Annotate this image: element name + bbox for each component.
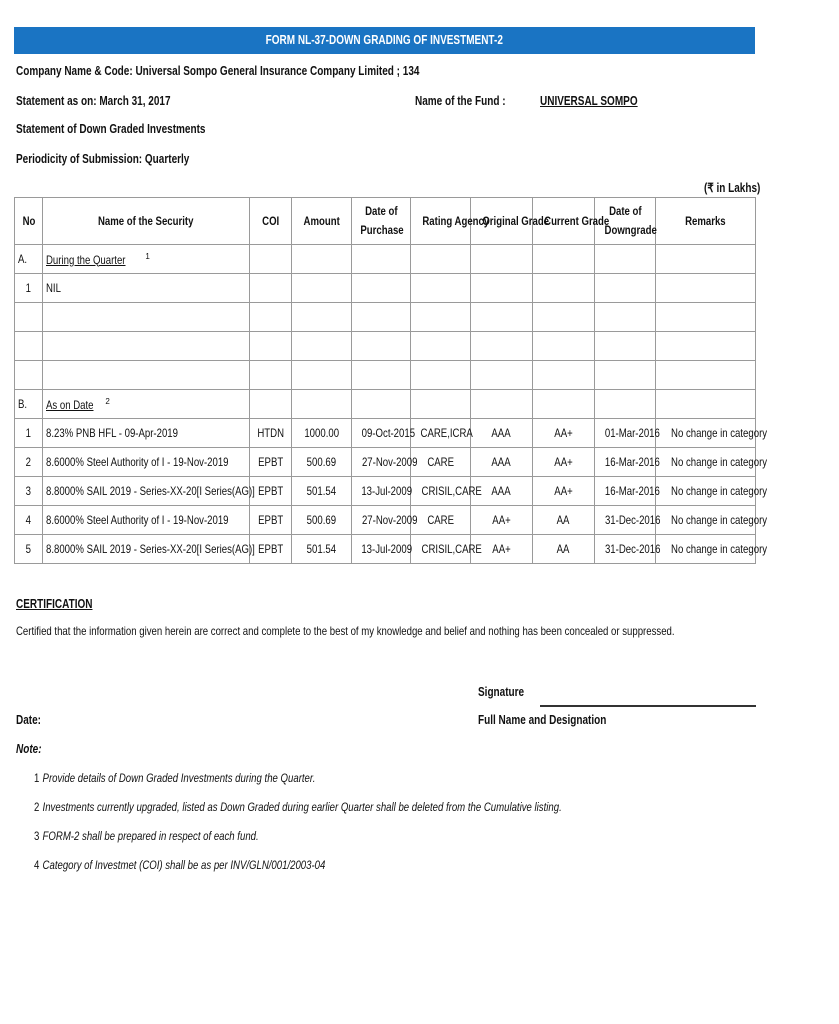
note-item: 3 FORM-2 shall be prepared in respect of each fund. <box>34 829 259 843</box>
col-remarks: Remarks <box>656 198 756 245</box>
section-b-label: As on Date <box>46 397 94 412</box>
table-row: 2 8.6000% Steel Authority of I - 19-Nov-2019 EPBT 500.69 27-Nov-2009 CARE AAA AA+ 16-Mar-2016 No change in category <box>15 448 756 477</box>
certification-heading: CERTIFICATION <box>16 597 93 611</box>
form-title: FORM NL-37-DOWN GRADING OF INVESTMENT-2 <box>265 33 504 47</box>
unit-label: (₹ in Lakhs) <box>704 181 761 195</box>
full-name-label: Full Name and Designation <box>478 713 607 727</box>
col-rating-agency: Rating Agency <box>411 198 471 245</box>
col-current-grade: Current Grade <box>533 198 595 245</box>
table-row: 4 8.6000% Steel Authority of I - 19-Nov-2019 EPBT 500.69 27-Nov-2009 CARE AA+ AA 31-Dec-2016 No change in category <box>15 506 756 535</box>
empty-row <box>15 303 756 332</box>
downgraded-investments-table <box>14 197 768 564</box>
col-security: Name of the Security <box>43 198 250 245</box>
certification-text: Certified that the information given herein are correct and complete to the best of my knowledge and belief and nothing has been concealed or suppressed. <box>16 624 675 638</box>
note-item: 1 Provide details of Down Graded Investments during the Quarter. <box>34 771 316 785</box>
empty-row <box>15 361 756 390</box>
form-title-banner <box>14 27 755 54</box>
signature-label: Signature <box>478 685 525 699</box>
col-no: No <box>15 198 43 245</box>
col-coi: COI <box>250 198 292 245</box>
company-line: Company Name & Code: Universal Sompo General Insurance Company Limited ; 134 <box>16 64 420 78</box>
table-row: 1 NIL <box>15 274 756 303</box>
statement-date: Statement as on: March 31, 2017 <box>16 94 171 108</box>
section-b-row: B. As on Date $^2$ <box>15 390 756 419</box>
col-original-grade: Original Grade <box>471 198 533 245</box>
periodicity: Periodicity of Submission: Quarterly <box>16 152 190 166</box>
col-amount: Amount <box>292 198 352 245</box>
note-item: 4 Category of Investmet (COI) shall be as per INV/GLN/001/2003-04 <box>34 858 326 872</box>
section-a-row: A. During the Quarter $^1$ <box>15 245 756 274</box>
fund-label: Name of the Fund : <box>415 94 506 108</box>
col-date-purchase: Date of Purchase <box>352 198 411 245</box>
col-date-downgrade: Date of Downgrade <box>595 198 656 245</box>
table-row: 1 8.23% PNB HFL - 09-Apr-2019 HTDN 1000.00 09-Oct-2015 CARE,ICRA AAA AA+ 01-Mar-2016 No change in category <box>15 419 756 448</box>
note-heading: Note: <box>16 742 42 756</box>
note-item: 2 Investments currently upgraded, listed as Down Graded during earlier Quarter shall be deleted from the Cumulative listing. <box>34 800 562 814</box>
table-row: 5 8.8000% SAIL 2019 - Series-XX-20[I Series(AG)] EPBT 501.54 13-Jul-2009 CRISIL,CARE AA+ AA 31-Dec-2016 No change in category <box>15 535 756 564</box>
table-row: 3 8.8000% SAIL 2019 - Series-XX-20[I Series(AG)] EPBT 501.54 13-Jul-2009 CRISIL,CARE AAA AA+ 16-Mar-2016 No change in category <box>15 477 756 506</box>
signature-line <box>540 705 756 707</box>
date-label: Date: <box>16 713 42 727</box>
statement-of: Statement of Down Graded Investments <box>16 122 206 136</box>
table-header-row <box>15 198 756 245</box>
section-a-label: During the Quarter <box>46 252 126 267</box>
empty-row <box>15 332 756 361</box>
fund-value: UNIVERSAL SOMPO <box>540 94 638 108</box>
